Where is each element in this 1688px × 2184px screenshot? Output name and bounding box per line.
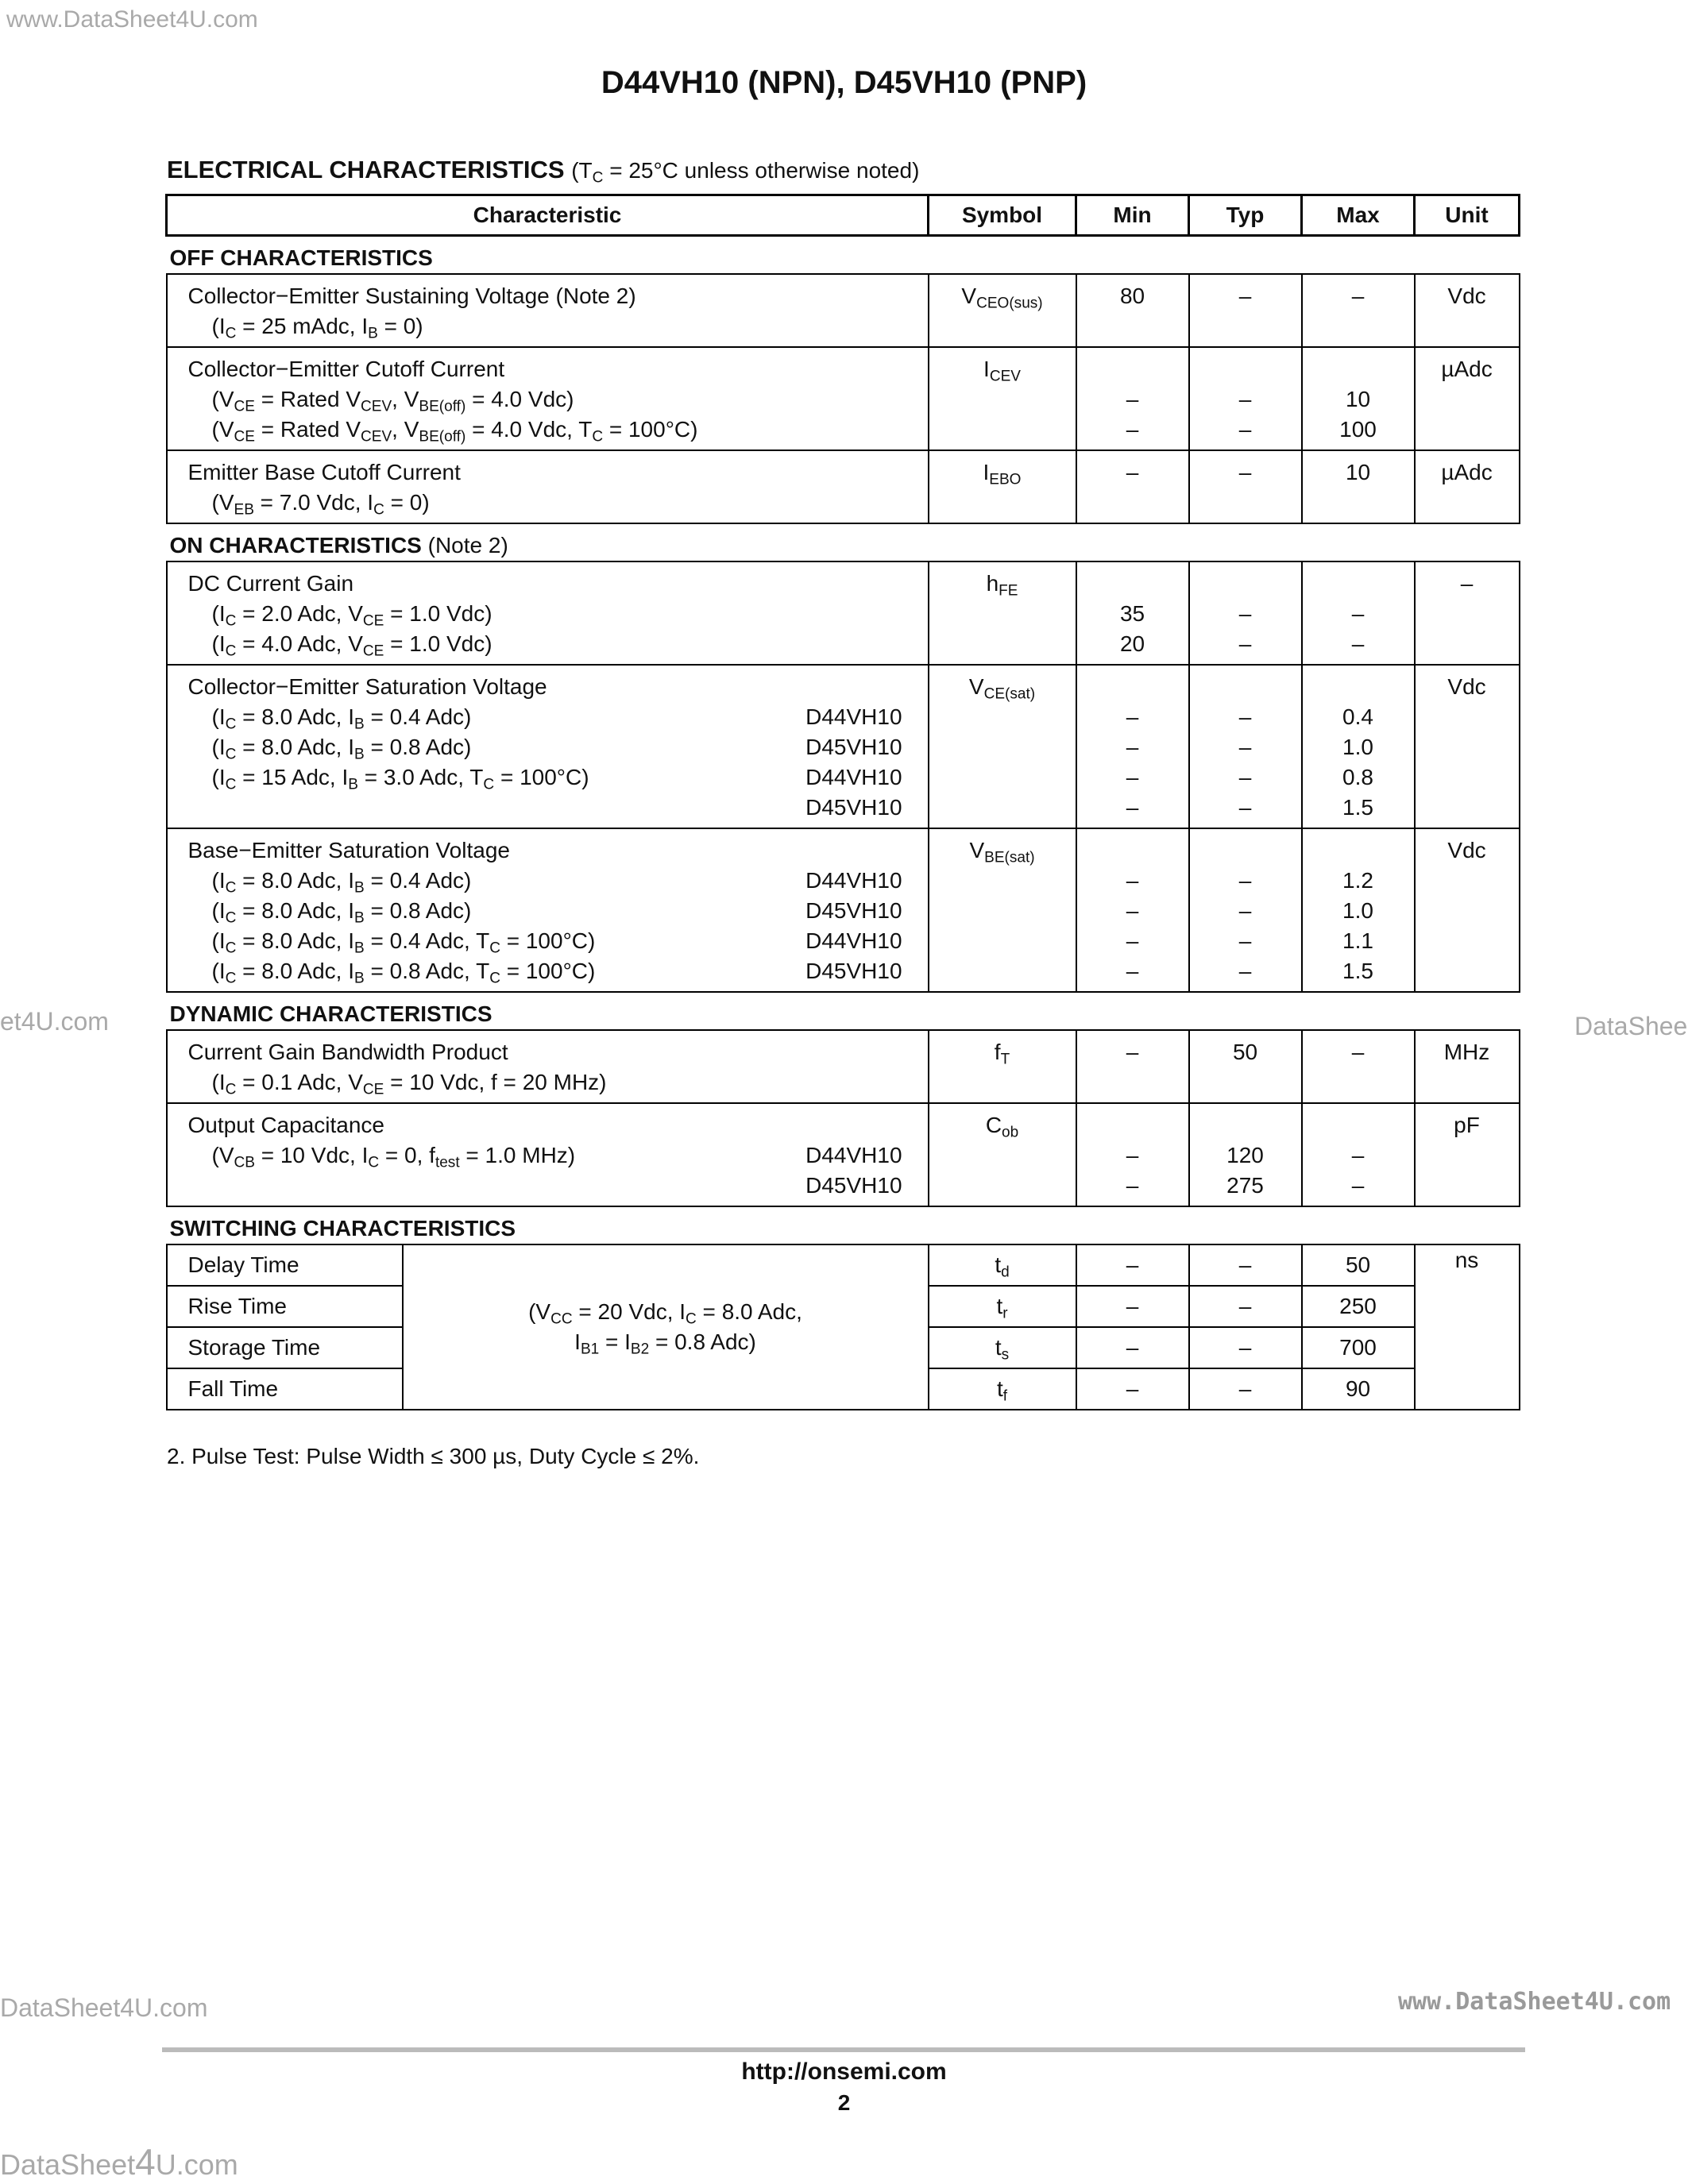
unit-cell: µAdc: [1415, 450, 1520, 523]
symbol-cell: $V_{CE(sat)}$: [929, 665, 1076, 828]
electrical-characteristics-table: [165, 194, 1520, 1410]
watermark-left: et4U.com: [0, 1007, 109, 1036]
typ-cell: – –: [1189, 347, 1302, 450]
header-max: Max: [1302, 195, 1415, 236]
max-cell: 10: [1302, 450, 1415, 523]
table-row: [167, 828, 1520, 992]
typ-cell: 50: [1189, 1030, 1302, 1103]
typ-cell: –: [1189, 1368, 1302, 1410]
unit-cell: Vdc: [1415, 665, 1520, 828]
min-cell: – – – –: [1076, 665, 1189, 828]
typ-cell: –: [1189, 1327, 1302, 1368]
min-cell: 35 20: [1076, 561, 1189, 665]
unit-cell: MHz: [1415, 1030, 1520, 1103]
header-characteristic: Characteristic: [167, 195, 929, 236]
characteristic-cell: Delay Time: [167, 1244, 403, 1286]
watermark-bottom-right: www.DataSheet4U.com: [1398, 1988, 1671, 2016]
max-cell: 700: [1302, 1327, 1415, 1368]
header-typ: Typ: [1189, 195, 1302, 236]
max-cell: 10 100: [1302, 347, 1415, 450]
min-cell: 80: [1076, 274, 1189, 347]
max-cell: 250: [1302, 1286, 1415, 1327]
footnote: 2. Pulse Test: Pulse Width ≤ 300 µs, Duty Cycle ≤ 2%.: [167, 1444, 700, 1468]
footer-url[interactable]: http://onsemi.com: [741, 2059, 947, 2085]
unit-cell: µAdc: [1415, 347, 1520, 450]
min-cell: –: [1076, 1244, 1189, 1286]
typ-cell: –: [1189, 274, 1302, 347]
category-dynamic: DYNAMIC CHARACTERISTICS: [169, 1001, 492, 1026]
max-cell: 50: [1302, 1244, 1415, 1286]
characteristic-cell: Collector−Emitter Cutoff Current ($V_{CE}$ = Rated $V_{CEV}$, $V_{BE(off)} = 4.0$ Vdc) ($V_{CE}$ = Rated $V_{CEV}$, $V_{BE(off)} = 4.0$ Vdc, $T_C = 100^\circ C$): [167, 347, 929, 450]
table-row: [167, 450, 1520, 523]
unit-cell: Vdc: [1415, 274, 1520, 347]
header-min: Min: [1076, 195, 1189, 236]
characteristic-cell: Collector−Emitter Saturation Voltage D44VH10 ($I_C = 8.0$ Adc, $I_B = 0.4$ Adc) D45VH10 ($I_C = 8.0$ Adc, $I_B = 0.8$ Adc) D44VH10 ($I_C = 15$ Adc, $I_B = 3.0$ Adc, $T_C = 100^\circ C$) D45VH10: [167, 665, 929, 828]
characteristic-cell: DC Current Gain ($I_C = 2.0$ Adc, $V_{CE} = 1.0$ Vdc) ($I_C = 4.0$ Adc, $V_{CE} = 1.0$ Vdc): [167, 561, 929, 665]
page-title: D44VH10 (NPN), D45VH10 (PNP): [601, 65, 1087, 100]
watermark-bottom-left: DataSheet4U.com: [0, 1993, 208, 2022]
min-cell: –: [1076, 1368, 1189, 1410]
symbol-cell: $V_{BE(sat)}$: [929, 828, 1076, 992]
unit-cell: –: [1415, 561, 1520, 665]
table-row: [167, 665, 1520, 828]
watermark-top: www.DataSheet4U.com: [6, 6, 258, 33]
table-row: [167, 561, 1520, 665]
typ-cell: –: [1189, 1244, 1302, 1286]
characteristic-cell: Fall Time: [167, 1368, 403, 1410]
category-on: ON CHARACTERISTICS (Note 2): [169, 533, 508, 558]
typ-cell: – –: [1189, 561, 1302, 665]
symbol-cell: $f_T$: [929, 1030, 1076, 1103]
watermark-bottom: DataSheet4U.com: [0, 2141, 238, 2182]
max-cell: 1.2 1.0 1.1 1.5: [1302, 828, 1415, 992]
characteristic-cell: Current Gain Bandwidth Product ($I_C = 0.1$ Adc, $V_{CE} = 10$ Vdc, f = 20 MHz): [167, 1030, 929, 1103]
symbol-cell: $C_{ob}$: [929, 1103, 1076, 1206]
symbol-cell: $h_{FE}$: [929, 561, 1076, 665]
footer-divider: [162, 2047, 1525, 2052]
min-cell: –: [1076, 1030, 1189, 1103]
unit-cell: ns: [1415, 1244, 1520, 1410]
characteristic-cell: Collector−Emitter Sustaining Voltage (Note 2) ($I_C = 25$ mAdc, $I_B = 0$): [167, 274, 929, 347]
category-off: OFF CHARACTERISTICS: [169, 245, 433, 270]
characteristic-cell: Emitter Base Cutoff Current ($V_{EB} = 7.0$ Vdc, $I_C = 0$): [167, 450, 929, 523]
symbol-cell: $t_f$: [929, 1368, 1076, 1410]
watermark-right: DataShee: [1574, 1012, 1688, 1040]
symbol-cell: $V_{CEO(sus)}$: [929, 274, 1076, 347]
characteristic-cell: Rise Time: [167, 1286, 403, 1327]
max-cell: –: [1302, 1030, 1415, 1103]
typ-cell: –: [1189, 1286, 1302, 1327]
section-heading: ELECTRICAL CHARACTERISTICS ($T_C = 25^\circ C$ unless otherwise noted): [167, 156, 920, 187]
table-row: [167, 1030, 1520, 1103]
table-row: [167, 347, 1520, 450]
min-cell: – –: [1076, 1103, 1189, 1206]
symbol-cell: $I_{CEV}$: [929, 347, 1076, 450]
typ-cell: –: [1189, 450, 1302, 523]
min-cell: –: [1076, 450, 1189, 523]
min-cell: – –: [1076, 347, 1189, 450]
typ-cell: 120 275: [1189, 1103, 1302, 1206]
characteristic-cell: Storage Time: [167, 1327, 403, 1368]
symbol-cell: $t_r$: [929, 1286, 1076, 1327]
typ-cell: – – – –: [1189, 828, 1302, 992]
max-cell: – –: [1302, 1103, 1415, 1206]
typ-cell: – – – –: [1189, 665, 1302, 828]
symbol-cell: $I_{EBO}$: [929, 450, 1076, 523]
switching-conditions: ($V_{CC} = 20$ Vdc, $I_C = 8.0$ Adc, $I_{B1} = I_{B2} = 0.8$ Adc): [403, 1244, 929, 1410]
min-cell: – – – –: [1076, 828, 1189, 992]
header-symbol: Symbol: [929, 195, 1076, 236]
unit-cell: Vdc: [1415, 828, 1520, 992]
max-cell: – –: [1302, 561, 1415, 665]
symbol-cell: $t_s$: [929, 1327, 1076, 1368]
min-cell: –: [1076, 1286, 1189, 1327]
characteristic-cell: Base−Emitter Saturation Voltage D44VH10 ($I_C = 8.0$ Adc, $I_B = 0.4$ Adc) D45VH10 ($I_C = 8.0$ Adc, $I_B = 0.8$ Adc) D44VH10 ($I_C = 8.0$ Adc, $I_B = 0.4$ Adc, $T_C = 100^\circ C$) D45VH10 ($I_C = 8.0$ Adc, $I_B = 0.8$ Adc, $T_C = 100^\circ C$): [167, 828, 929, 992]
max-cell: 0.4 1.0 0.8 1.5: [1302, 665, 1415, 828]
table-header-row: [167, 195, 1520, 236]
characteristic-cell: Output Capacitance D44VH10 ($V_{CB} = 10$ Vdc, $I_C = 0$, $f_{test} = 1.0$ MHz) D45VH10: [167, 1103, 929, 1206]
table-row: [167, 1103, 1520, 1206]
symbol-cell: $t_d$: [929, 1244, 1076, 1286]
min-cell: –: [1076, 1327, 1189, 1368]
header-unit: Unit: [1415, 195, 1520, 236]
table-row: [167, 274, 1520, 347]
max-cell: 90: [1302, 1368, 1415, 1410]
max-cell: –: [1302, 274, 1415, 347]
unit-cell: pF: [1415, 1103, 1520, 1206]
table-row: [167, 1244, 1520, 1286]
page-number: 2: [837, 2090, 851, 2115]
category-switching: SWITCHING CHARACTERISTICS: [169, 1216, 516, 1241]
